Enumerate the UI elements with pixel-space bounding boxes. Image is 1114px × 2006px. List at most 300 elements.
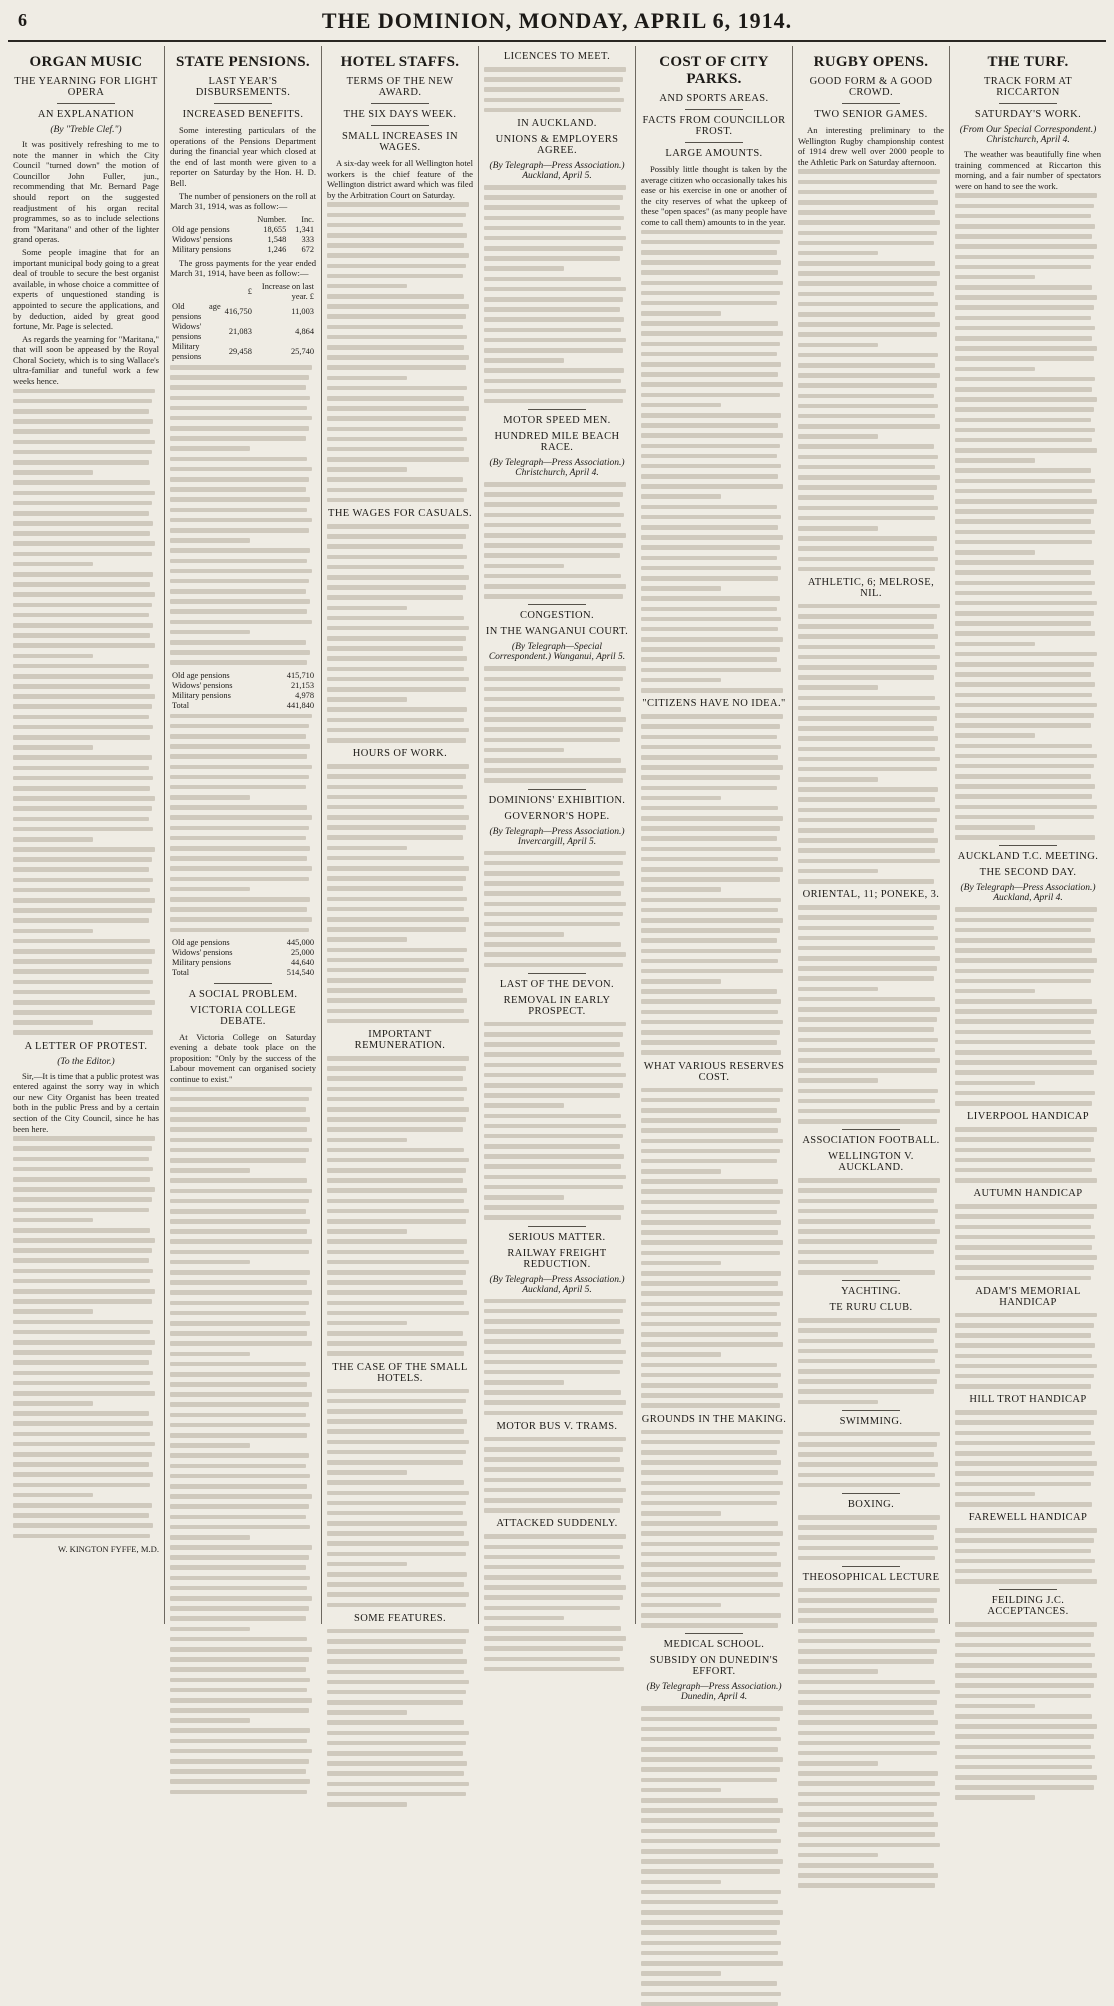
text-line [641, 1312, 777, 1317]
text-line [798, 879, 934, 884]
text-line [327, 795, 467, 800]
text-line [641, 688, 783, 693]
text-body-lines [484, 666, 630, 783]
text-line [798, 818, 937, 823]
text-line [641, 413, 781, 418]
text-line [484, 1411, 623, 1416]
text-line [13, 1157, 149, 1162]
text-line [798, 777, 878, 782]
text-line [327, 1331, 463, 1336]
text-line [955, 1549, 1091, 1554]
text-line [170, 1586, 307, 1591]
text-line [955, 979, 1091, 984]
text-line [327, 1680, 469, 1685]
text-line [641, 1981, 777, 1986]
text-line [327, 1771, 464, 1776]
text-line [641, 1200, 780, 1205]
text-line [13, 1371, 153, 1376]
table-cell: Inc. [301, 214, 314, 224]
text-line [641, 1717, 780, 1722]
text-line [798, 1369, 940, 1374]
text-line [13, 725, 153, 730]
text-line [327, 1710, 407, 1715]
text-body-lines [798, 905, 944, 1124]
text-line [955, 224, 1095, 229]
table-row [170, 225, 316, 235]
rule-divider [528, 409, 586, 410]
subheading: MOTOR SPEED MEN. [503, 415, 611, 427]
text-line [170, 1362, 306, 1367]
text-body-lines [484, 482, 630, 599]
subheading: THE SECOND DAY. [979, 867, 1077, 879]
text-line [798, 1038, 938, 1043]
text-line [170, 1627, 250, 1632]
text-line [798, 869, 878, 874]
text-body-lines [327, 1056, 473, 1356]
byline: (By Telegraph—Press Association.) Dunedin, April 4. [646, 1682, 782, 1703]
text-line [641, 1859, 783, 1864]
text-line [955, 540, 1092, 545]
text-line [641, 1829, 777, 1834]
text-line [955, 825, 1035, 830]
text-line [798, 976, 934, 981]
text-line [170, 1453, 309, 1458]
text-line [327, 1491, 469, 1496]
text-line [641, 755, 778, 760]
text-line [955, 591, 1092, 596]
text-line [798, 1068, 937, 1073]
text-line [13, 990, 150, 995]
subheading: INCREASED BENEFITS. [182, 109, 304, 120]
text-line [327, 815, 469, 820]
figures-table [170, 671, 316, 711]
text-line [955, 275, 1035, 280]
text-line [641, 908, 778, 913]
text-line [13, 1523, 153, 1528]
text-line [13, 389, 155, 394]
text-line [798, 1452, 934, 1457]
text-line [484, 513, 624, 518]
text-line [484, 738, 620, 743]
text-line [641, 607, 777, 612]
text-line [955, 1127, 1097, 1132]
text-line [327, 1720, 464, 1725]
text-line [641, 484, 783, 489]
text-line [641, 918, 783, 923]
text-line [170, 1199, 309, 1204]
text-line [327, 656, 467, 661]
text-line [484, 891, 621, 896]
rule-divider [214, 983, 272, 984]
text-line [798, 1822, 938, 1827]
text-line [955, 255, 1094, 260]
text-line [955, 948, 1092, 953]
text-line [170, 1464, 306, 1469]
text-line [327, 1199, 464, 1204]
text-line [327, 325, 463, 330]
text-line [955, 1502, 1092, 1507]
text-line [641, 826, 780, 831]
text-line [170, 1382, 307, 1387]
text-body-lines [327, 1389, 473, 1608]
text-line [327, 1440, 469, 1445]
text-line [955, 1333, 1091, 1338]
text-line [641, 735, 777, 740]
text-line [327, 1270, 466, 1275]
text-line [955, 1081, 1035, 1086]
text-line [170, 1311, 306, 1316]
text-line [170, 1779, 310, 1784]
text-line [955, 1632, 1094, 1637]
text-line [13, 1289, 155, 1294]
text-line [955, 1653, 1095, 1658]
text-line [798, 1863, 934, 1868]
text-line [327, 1670, 464, 1675]
text-line [484, 768, 626, 773]
text-line [170, 836, 306, 841]
text-line [170, 1728, 310, 1733]
text-line [170, 508, 307, 513]
text-line [170, 1117, 310, 1122]
text-line [327, 1178, 463, 1183]
text-line [327, 667, 464, 672]
text-line [955, 1643, 1091, 1648]
text-line [641, 1737, 781, 1742]
text-line [955, 938, 1095, 943]
text-line [170, 1168, 250, 1173]
text-line [955, 1137, 1094, 1142]
text-line [955, 928, 1091, 933]
text-line [484, 1319, 620, 1324]
text-line [798, 808, 940, 813]
text-line [955, 438, 1092, 443]
text-line [955, 1276, 1091, 1281]
text-line [955, 346, 1097, 351]
text-line [798, 1680, 935, 1685]
text-line [641, 1562, 781, 1567]
figures-table [170, 282, 316, 362]
text-line [641, 1271, 781, 1276]
text-line [327, 1562, 407, 1567]
text-line [798, 736, 938, 741]
text-line [955, 1765, 1092, 1770]
text-line [484, 297, 623, 302]
text-line [170, 907, 307, 912]
text-line [170, 528, 309, 533]
text-line [170, 589, 306, 594]
subheading: FAREWELL HANDICAP [968, 1512, 1088, 1524]
text-line [955, 621, 1091, 626]
text-line [641, 1149, 780, 1154]
text-line [641, 260, 781, 265]
text-line [641, 796, 721, 801]
text-line [13, 969, 149, 974]
text-line [13, 429, 150, 434]
text-line [955, 723, 1091, 728]
text-line [955, 468, 1091, 473]
subheading: AUCKLAND T.C. MEETING. [957, 851, 1099, 863]
text-line [13, 878, 153, 883]
text-line [170, 1647, 312, 1652]
text-line [798, 966, 937, 971]
text-line [484, 861, 623, 866]
text-line [484, 881, 624, 886]
text-line [798, 373, 940, 378]
table-cell: Number. [257, 214, 287, 224]
table-cell: 415,710 [286, 670, 314, 680]
text-line [798, 1525, 937, 1530]
text-line [170, 877, 309, 882]
text-body-lines [641, 1088, 787, 1408]
text-line [955, 305, 1094, 310]
text-line [170, 1555, 309, 1560]
text-line [484, 1565, 624, 1570]
text-line [641, 1440, 780, 1445]
column-col2 [165, 46, 322, 1624]
text-line [13, 766, 149, 771]
text-line [170, 1341, 312, 1346]
text-line [641, 1992, 781, 1997]
text-line [798, 1853, 878, 1858]
text-body-lines [170, 714, 316, 933]
text-line [955, 214, 1091, 219]
text-line [13, 1350, 152, 1355]
text-line [327, 1603, 466, 1608]
text-line [955, 1158, 1095, 1163]
text-line [170, 406, 307, 411]
text-line [955, 805, 1097, 810]
text-line [170, 599, 310, 604]
text-line [955, 1343, 1095, 1348]
text-line [955, 1354, 1092, 1359]
text-line [484, 87, 620, 92]
text-line [798, 546, 934, 551]
text-line [955, 1030, 1091, 1035]
text-line [641, 1603, 721, 1608]
text-line [170, 1158, 306, 1163]
text-line [798, 1832, 935, 1837]
text-line [955, 519, 1091, 524]
text-line [327, 1117, 466, 1122]
text-line [327, 998, 467, 1003]
text-line [641, 1613, 781, 1618]
text-line [641, 617, 781, 622]
text-line [798, 1720, 938, 1725]
text-line [798, 1751, 937, 1756]
text-line [484, 1447, 623, 1452]
text-line [13, 1238, 155, 1243]
text-line [641, 1552, 777, 1557]
page-number: 6 [18, 10, 27, 30]
subheading: SMALL INCREASES IN WAGES. [342, 131, 458, 153]
text-line [798, 1741, 940, 1746]
text-line [13, 837, 93, 842]
table-cell: Old age pensions [172, 301, 221, 321]
text-line [798, 767, 937, 772]
text-line [484, 1350, 626, 1355]
text-line [13, 654, 93, 659]
text-line [641, 1450, 777, 1455]
table-row [170, 235, 316, 245]
text-line [484, 1215, 621, 1220]
text-line [641, 1501, 777, 1506]
text-line [327, 1127, 463, 1132]
text-line [641, 887, 721, 892]
text-line [327, 1731, 469, 1736]
text-line [641, 1220, 781, 1225]
text-line [955, 794, 1092, 799]
headline: ORGAN MUSIC [29, 54, 143, 70]
text-line [327, 1741, 466, 1746]
table-cell: 4,978 [295, 690, 314, 700]
text-line [641, 647, 780, 652]
text-line [484, 307, 620, 312]
text-line [327, 1009, 464, 1014]
text-line [484, 666, 626, 671]
text-body-lines [327, 524, 473, 743]
table-row [170, 968, 316, 978]
text-line [327, 1290, 467, 1295]
text-line [955, 1683, 1094, 1688]
text-line [641, 627, 778, 632]
text-line [955, 1579, 1097, 1584]
text-line [170, 1504, 309, 1509]
text-line [484, 246, 623, 251]
byline: (By Telegraph—Press Association.) Invercargill, April 5. [489, 826, 625, 847]
table-cell: Widows' pensions [172, 234, 233, 244]
text-line [955, 958, 1097, 963]
text-line [327, 1138, 407, 1143]
text-line [955, 754, 1097, 759]
text-line [327, 697, 407, 702]
table-cell: 441,840 [286, 700, 314, 710]
text-line [955, 1091, 1095, 1096]
text-line [955, 1724, 1097, 1729]
text-line [170, 416, 312, 421]
text-line [641, 1747, 778, 1752]
text-line [327, 1311, 469, 1316]
text-line [641, 270, 778, 275]
column-col7 [950, 46, 1106, 1624]
text-line [484, 1478, 621, 1483]
subheading: WHAT VARIOUS RESERVES COST. [643, 1060, 785, 1083]
text-line [798, 363, 935, 368]
text-line [798, 1535, 934, 1540]
text-line [798, 1483, 940, 1488]
text-line [13, 796, 155, 801]
text-line [641, 464, 781, 469]
text-line [955, 387, 1092, 392]
text-line [327, 785, 463, 790]
byline: (By Telegraph—Press Association.) Christchurch, April 4. [489, 458, 625, 479]
text-line [484, 195, 623, 200]
text-line [170, 1698, 312, 1703]
text-line [170, 744, 310, 749]
text-line [484, 379, 621, 384]
text-line [484, 922, 620, 927]
table-cell: Military pensions [172, 341, 202, 361]
text-line [798, 383, 937, 388]
subheading: "CITIZENS HAVE NO IDEA." [642, 698, 786, 710]
text-line [327, 1480, 464, 1485]
text-line [641, 989, 777, 994]
subheading: LAST OF THE DEVON. [499, 978, 615, 990]
text-line [641, 637, 783, 642]
text-line [955, 631, 1095, 636]
text-line [13, 1483, 150, 1488]
table-cell: 416,750 [224, 306, 252, 316]
text-line [955, 581, 1095, 586]
text-body-lines [170, 365, 316, 665]
text-line [798, 1781, 935, 1786]
text-line [641, 1900, 778, 1905]
column-col3 [322, 46, 479, 1624]
text-line [170, 487, 306, 492]
text-line [484, 328, 621, 333]
text-line [641, 745, 781, 750]
paragraph: The number of pensioners on the roll at March 31, 1914, was as follow:— [170, 190, 316, 212]
text-line [484, 338, 626, 343]
text-line [484, 758, 621, 763]
text-line [484, 727, 623, 732]
text-line [641, 515, 781, 520]
text-line [327, 636, 466, 641]
text-line [170, 1484, 307, 1489]
rule-divider [528, 1226, 586, 1227]
text-line [641, 969, 783, 974]
text-line [170, 1209, 306, 1214]
text-line [955, 560, 1094, 565]
text-line [170, 866, 312, 871]
text-line [798, 1618, 938, 1623]
text-line [484, 717, 626, 722]
text-body-lines [955, 1528, 1101, 1584]
table-cell: Old age pensions [172, 937, 230, 947]
text-line [13, 440, 155, 445]
text-line [641, 281, 783, 286]
text-line [170, 375, 309, 380]
text-body-lines [327, 1629, 473, 1807]
text-line [170, 1443, 250, 1448]
text-line [13, 419, 153, 424]
text-line [798, 1017, 937, 1022]
text-line [641, 1910, 783, 1915]
text-line [955, 1755, 1095, 1760]
headline: HOTEL STAFFS. [340, 54, 460, 70]
table-cell: 21,083 [228, 326, 252, 336]
text-line [798, 1007, 940, 1012]
text-line [955, 1734, 1094, 1739]
text-line [13, 817, 149, 822]
text-line [13, 949, 155, 954]
text-line [955, 1178, 1097, 1183]
text-line [798, 1078, 878, 1083]
text-line [13, 1360, 149, 1365]
text-line [955, 458, 1035, 463]
text-line [484, 1575, 621, 1580]
newspaper-title: THE DOMINION, MONDAY, APRIL 6, 1914. [321, 8, 793, 33]
text-body-lines [484, 1534, 630, 1671]
table-cell: 18,655 [263, 224, 287, 234]
text-line [484, 1154, 624, 1159]
text-line [13, 857, 152, 862]
text-line [641, 1050, 781, 1055]
text-line [641, 342, 780, 347]
text-line [955, 713, 1094, 718]
text-line [641, 1511, 721, 1516]
text-line [327, 764, 469, 769]
subheading: AND SPORTS AREAS. [659, 93, 769, 104]
